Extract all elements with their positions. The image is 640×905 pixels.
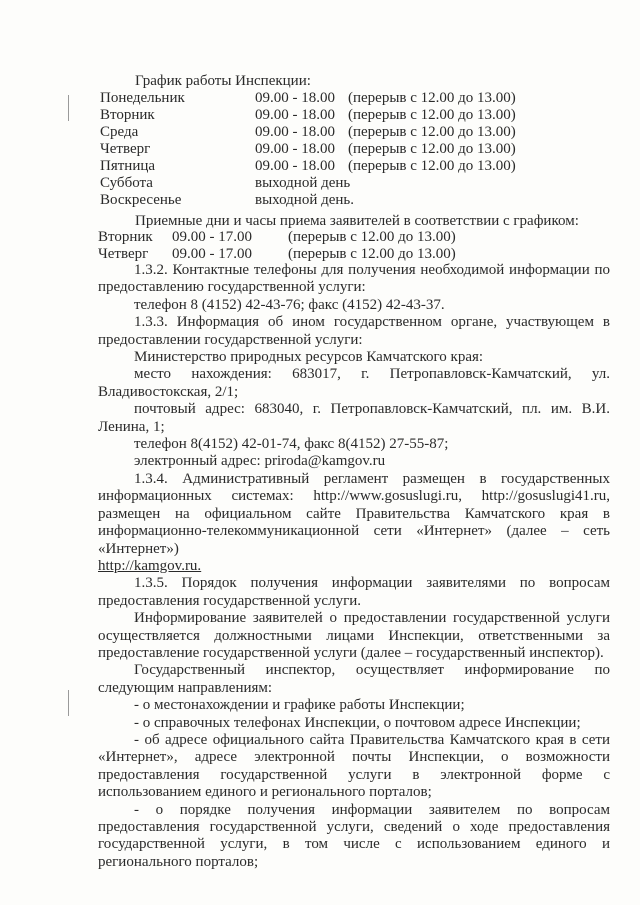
- schedule-hours: 09.00 - 18.00: [255, 107, 335, 123]
- ministry-email: электронный адрес: priroda@kamgov.ru: [134, 453, 386, 470]
- kamgov-link[interactable]: http://kamgov.ru.: [98, 557, 202, 574]
- schedule-day: Понедельник: [100, 90, 185, 106]
- list-item: - о местонахождении и графике работы Инспекции;: [134, 697, 465, 714]
- list-item: - о справочных телефонах Инспекции, о почтовом адресе Инспекции;: [134, 714, 581, 731]
- reception-day: Вторник: [98, 229, 153, 245]
- schedule-break: (перерыв с 12.00 до 13.00): [348, 124, 516, 140]
- schedule-hours: 09.00 - 18.00: [255, 141, 335, 157]
- ministry-name: Министерство природных ресурсов Камчатского края:: [134, 349, 484, 366]
- ministry-postal-address: почтовый адрес: 683040, г. Петропавловск-Камчатский, пл. им. В.И. Ленина, 1;: [98, 401, 610, 435]
- reception-title: Приемные дни и часы приема заявителей в соответствии с графиком:: [135, 213, 579, 229]
- schedule-hours: 09.00 - 18.00: [255, 90, 335, 106]
- schedule-hours: выходной день: [255, 175, 351, 191]
- schedule-day: Пятница: [100, 158, 156, 174]
- informing-paragraph: Информирование заявителей о предоставлении государственной услуги осуществляется должностными лицами Инспекции, ответственными за предоставление государственной услуги (далее – государственный инспектор).: [98, 610, 610, 661]
- schedule-break: (перерыв с 12.00 до 13.00): [348, 107, 516, 123]
- list-item: - о порядке получения информации заявителем по вопросам предоставления государственной услуги, сведений о ходе предоставления государственной услуги, в том числе с использованием единого и регионального порталов;: [98, 801, 610, 870]
- schedule-day: Среда: [100, 124, 139, 140]
- margin-mark: [68, 690, 69, 716]
- ministry-location: место нахождения: 683017, г. Петропавловск-Камчатский, ул. Владивостокская, 2/1;: [98, 366, 610, 400]
- paragraph-1-3-5: 1.3.5. Порядок получения информации заявителями по вопросам предоставления государственной услуги.: [98, 575, 610, 609]
- schedule-hours: 09.00 - 18.00: [255, 124, 335, 140]
- paragraph-1-3-3: 1.3.3. Информация об ином государственном органе, участвующем в предоставлении государственной услуги:: [98, 314, 610, 348]
- schedule-day: Четверг: [100, 141, 151, 157]
- inspector-directions: Государственный инспектор, осуществляет информирование по следующим направлениям:: [98, 662, 610, 696]
- schedule-hours: 09.00 - 18.00: [255, 158, 335, 174]
- reception-break: (перерыв с 12.00 до 13.00): [288, 229, 456, 245]
- schedule-hours: выходной день.: [255, 192, 355, 208]
- list-item: - об адресе официального сайта Правительства Камчатского края в сети «Интернет», адресе электронной почты Инспекции, о возможности предоставления государственной услуги в электронной форме с использованием единого и регионального порталов;: [98, 731, 610, 801]
- paragraph-1-3-4: 1.3.4. Административный регламент размещен в государственных информационных системах: http://www.gosuslugi.ru, http://gosuslugi41.ru, размещен на официальном сайте Правительства Камчатского края в информационно-телекоммуникационной сети «Интернет» (далее – сеть «Интернет»): [98, 470, 610, 557]
- reception-hours: 09.00 - 17.00: [172, 246, 252, 262]
- schedule-break: (перерыв с 12.00 до 13.00): [348, 158, 516, 174]
- phone-line: телефон 8 (4152) 42-43-76; факс (4152) 42-43-37.: [134, 296, 445, 313]
- reception-hours: 09.00 - 17.00: [172, 229, 252, 245]
- margin-mark: [68, 95, 69, 121]
- schedule-title: График работы Инспекции:: [135, 73, 311, 89]
- document-body: [98, 262, 610, 871]
- schedule-break: (перерыв с 12.00 до 13.00): [348, 141, 516, 157]
- kamgov-link-line: [98, 558, 610, 575]
- schedule-day: Воскресенье: [100, 192, 182, 208]
- reception-break: (перерыв с 12.00 до 13.00): [288, 246, 456, 262]
- reception-day: Четверг: [98, 246, 149, 262]
- schedule-day: Суббота: [100, 175, 153, 191]
- ministry-phone: телефон 8(4152) 42-01-74, факс 8(4152) 27-55-87;: [134, 436, 449, 453]
- schedule-day: Вторник: [100, 107, 155, 123]
- paragraph-1-3-2: 1.3.2. Контактные телефоны для получения необходимой информации по предоставлению государственной услуги:: [98, 262, 610, 296]
- schedule-break: (перерыв с 12.00 до 13.00): [348, 90, 516, 106]
